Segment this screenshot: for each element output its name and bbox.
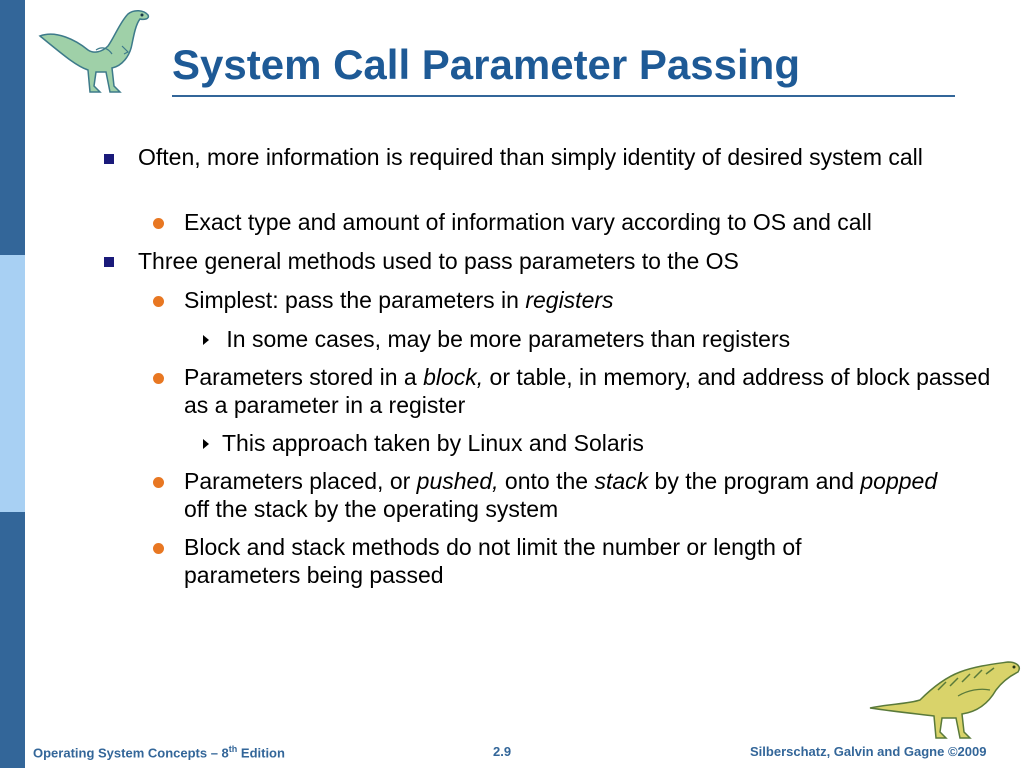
bullet-item: Three general methods used to pass parameters to the OS xyxy=(138,248,739,274)
footer-book-title: Operating System Concepts – 8th Edition xyxy=(33,744,285,761)
square-bullet-icon xyxy=(104,154,114,164)
dot-bullet-icon xyxy=(153,543,164,554)
dot-bullet-icon xyxy=(153,218,164,229)
slide-title: System Call Parameter Passing xyxy=(172,41,800,88)
footer-authors: Silberschatz, Galvin and Gagne ©2009 xyxy=(750,744,987,759)
dinosaur-logo-bottom-icon xyxy=(868,660,1024,742)
sidebar-band-bottom xyxy=(0,512,25,768)
square-bullet-icon xyxy=(104,257,114,267)
bullet-item: Parameters stored in a block, or table, in memory, and address of block passed as a parameter in a register xyxy=(184,364,991,418)
bullet-item: Exact type and amount of information vary according to OS and call xyxy=(184,209,872,235)
bullet-item: Often, more information is required than simply identity of desired system call xyxy=(138,144,923,170)
dinosaur-logo-icon xyxy=(36,6,160,96)
bullet-item: This approach taken by Linux and Solaris xyxy=(222,430,644,456)
dot-bullet-icon xyxy=(153,296,164,307)
sidebar-band-middle xyxy=(0,255,25,512)
dot-bullet-icon xyxy=(153,373,164,384)
dot-bullet-icon xyxy=(153,477,164,488)
triangle-bullet-icon xyxy=(203,439,209,449)
sidebar-band-top xyxy=(0,0,25,255)
footer-page-number: 2.9 xyxy=(493,744,512,759)
triangle-bullet-icon xyxy=(203,335,209,345)
bullet-item: Simplest: pass the parameters in registers xyxy=(184,287,614,313)
bullet-item: Block and stack methods do not limit the number or length of parameters being passed xyxy=(184,534,802,588)
bullet-item: Parameters placed, or pushed, onto the stack by the program and popped off the stack by the operating system xyxy=(184,468,938,522)
title-underline xyxy=(172,95,955,97)
bullet-item: In some cases, may be more parameters than registers xyxy=(220,326,791,352)
